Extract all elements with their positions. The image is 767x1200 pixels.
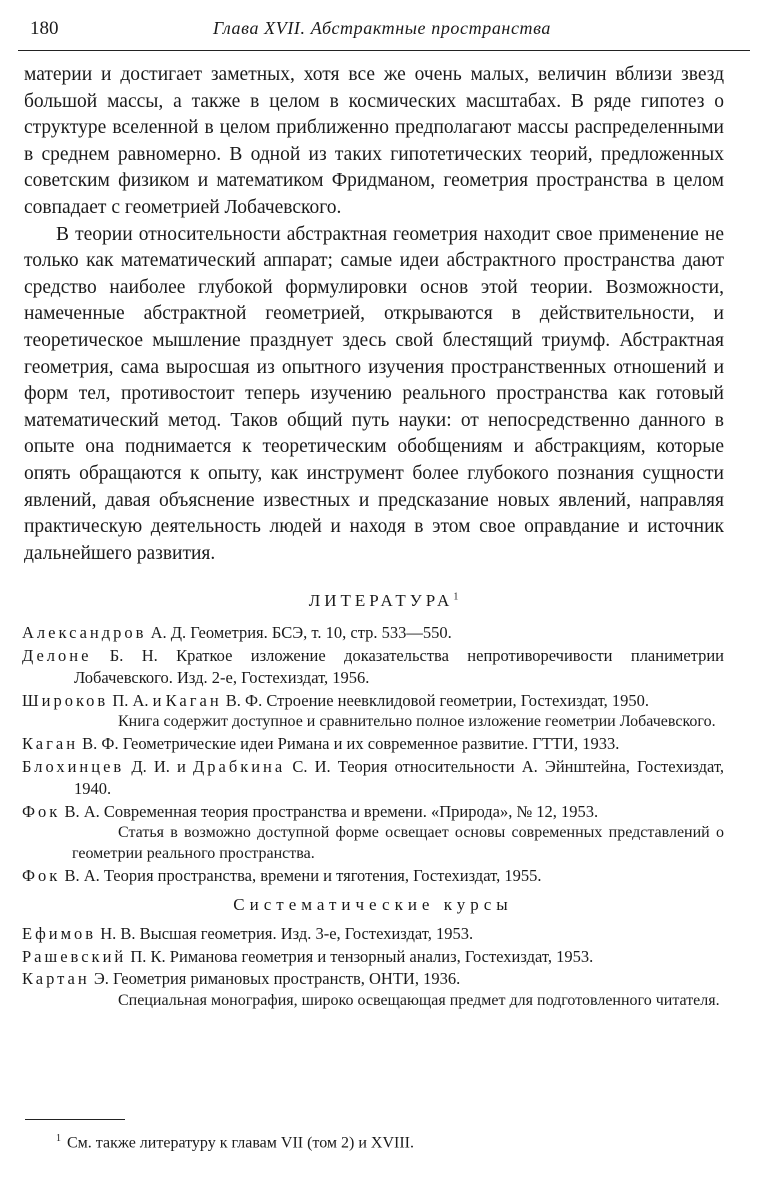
literature-heading	[0, 591, 767, 611]
reference-details: Э. Геометрия римановых пространств, ОНТИ, 1936.	[93, 969, 461, 989]
reference-entry	[22, 756, 724, 801]
reference-coauthor: Каган	[165, 690, 222, 710]
paragraph-continued: материи и достигает заметных, хотя все же очень малых, величин вблизи звезд большой массы, а также в целом в космических масштабах. В ряде гипотез о структуре вселенной в целом приближенно предполагают массы распределенными в среднем равномерно. В одной из таких гипотетических теорий, предложенных советским физиком и математиком Фридманом, геометрия пространства в целом совпадает с геометрией Лобачевского.	[24, 64, 724, 218]
reference-entry	[22, 645, 724, 690]
footnote-mark: 1	[453, 591, 459, 603]
reference-entry	[22, 622, 724, 645]
reference-entry	[22, 733, 724, 756]
reference-annotation: Книга содержит доступное и сравнительно полное изложение геометрии Лобачевского.	[118, 713, 716, 731]
page-header	[18, 14, 750, 44]
reference-details: В. А. Современная теория пространства и времени. «Природа», № 12, 1953.	[64, 801, 599, 821]
running-title: Глава XVII. Абстрактные пространства	[213, 18, 552, 38]
reference-details: А. Д. Геометрия. БСЭ, т. 10, стр. 533—550.	[150, 623, 452, 642]
reference-author: Фок	[22, 865, 61, 885]
header-rule	[18, 50, 750, 51]
reference-details: С. И. Теория относительности А. Эйнштейна, Гостехиздат, 1940.	[74, 756, 725, 799]
main-text	[24, 62, 724, 567]
reference-entry	[22, 801, 724, 824]
reference-entry	[22, 690, 724, 713]
footnote-text: См. также литературу к главам VII (том 2) и XVIII.	[67, 1134, 415, 1152]
reference-annotation: Статья в возможно доступной форме освещает основы современных представлений о геометрии реального пространства.	[72, 824, 724, 862]
reference-annotation: Специальная монография, широко освещающая предмет для подготовленного читателя.	[118, 991, 720, 1009]
reference-details: Д. И. и	[131, 756, 186, 776]
bibliography	[22, 622, 724, 1012]
reference-entry	[22, 865, 724, 888]
footnote-rule	[25, 1119, 125, 1120]
reference-author: Александров	[22, 623, 147, 642]
reference-details: В. Ф. Геометрические идеи Римана и их современное развитие. ГТТИ, 1933.	[82, 733, 620, 753]
reference-coauthor: Драбкина	[192, 756, 286, 776]
reference-entry	[22, 946, 724, 969]
reference-author: Рашевский	[22, 946, 127, 966]
paragraph-relativity: В теории относительности абстрактная геометрия находит свое применение не только как математический аппарат; самые идеи абстрактного пространства дают средство наиболее глубокой формулировки основ этой теории. Возможности, намеченные абстрактной геометрией, открываются в действительности, и теоретическое мышление празднует здесь свой блестящий триумф. Абстрактная геометрия, сама выросшая из опытного изучения пространственных отношений и форм тел, противостоит теперь изучению реального пространства как готовый математический метод. Таков общий путь науки: от непосредственно данного в опыте она поднимается к теоретическим обобщениям и абстракциям, которые опять обращаются к опыту, как инструмент более глубокого познания сущности явлений, давая объяснение известных и предсказание новых явлений, направляя практическую деятельность людей и находя в этом свое оправдание и источник дальнейшего развития.	[24, 223, 724, 564]
reference-author: Фок	[22, 801, 61, 821]
page-number: 180	[30, 18, 59, 39]
reference-author: Делоне	[22, 645, 92, 665]
reference-details: П. А. и	[112, 690, 162, 710]
reference-details: В. Ф. Строение неевклидовой геометрии, Гостехиздат, 1950.	[225, 690, 650, 710]
reference-author: Блохинцев	[22, 756, 125, 776]
reference-author: Широков	[22, 690, 109, 710]
courses-heading: Систематические курсы	[233, 895, 513, 915]
reference-details: Н. В. Высшая геометрия. Изд. 3-е, Гостехиздат, 1953.	[100, 924, 474, 944]
reference-author: Ефимов	[22, 924, 97, 944]
reference-author: Каган	[22, 733, 79, 753]
reference-entry	[22, 923, 724, 946]
footnote	[56, 1133, 414, 1152]
reference-details: Б. Н. Краткое изложение доказательства непротиворечивости планиметрии Лобачевского. Изд. 2-е, Гостехиздат, 1956.	[74, 645, 725, 688]
reference-entry	[22, 968, 724, 991]
reference-details: В. А. Теория пространства, времени и тяготения, Гостехиздат, 1955.	[64, 865, 542, 885]
footnote-number: 1	[56, 1133, 61, 1144]
reference-author: Картан	[22, 969, 90, 989]
reference-details: П. К. Риманова геометрия и тензорный анализ, Гостехиздат, 1953.	[130, 946, 594, 966]
literature-title: ЛИТЕРАТУРА	[308, 591, 454, 610]
